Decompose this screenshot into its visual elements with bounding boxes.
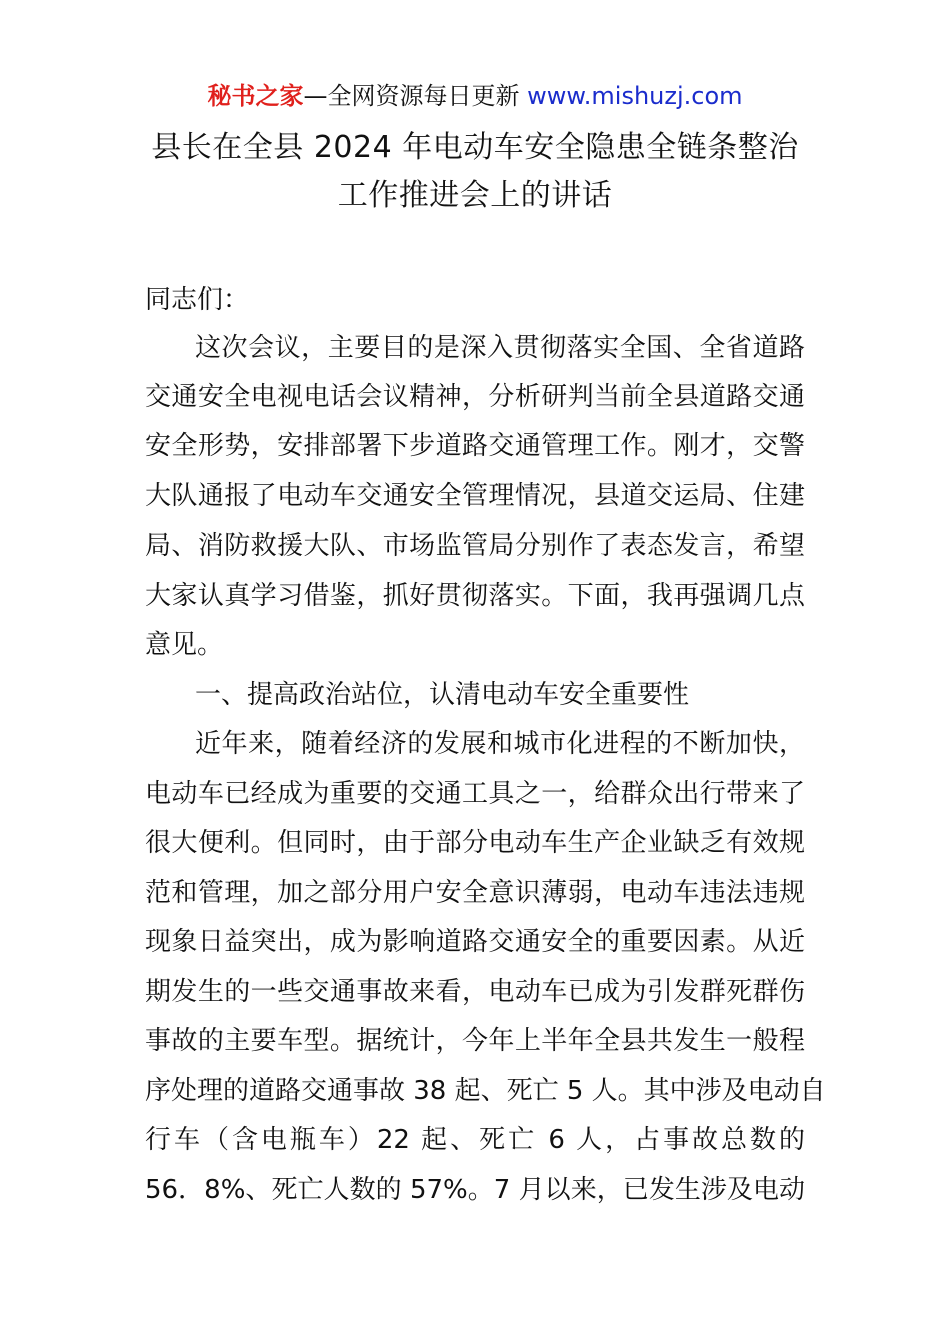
site-brand: 秘书之家	[207, 82, 304, 110]
paragraph-line: 局、消防救援大队、市场监管局分别作了表态发言，希望	[145, 531, 805, 561]
section-heading: 一、提高政治站位，认清电动车安全重要性	[195, 680, 690, 710]
paragraph-line: 电动车已经成为重要的交通工具之一，给群众出行带来了	[145, 779, 805, 809]
paragraph-line: 行车（含电瓶车）22 起、死亡 6 人，占事故总数的	[145, 1125, 805, 1155]
paragraph-line: 近年来，随着经济的发展和城市化进程的不断加快，	[195, 729, 805, 759]
paragraph-line: 现象日益突出，成为影响道路交通安全的重要因素。从近	[145, 927, 805, 957]
paragraph-line: 期发生的一些交通事故来看，电动车已成为引发群死群伤	[145, 977, 805, 1007]
paragraph-line: 这次会议，主要目的是深入贯彻落实全国、全省道路	[195, 333, 805, 363]
paragraph-line: 交通安全电视电话会议精神，分析研判当前全县道路交通	[145, 382, 805, 412]
paragraph-line: 大家认真学习借鉴，抓好贯彻落实。下面，我再强调几点	[145, 581, 805, 611]
paragraph-line: 事故的主要车型。据统计，今年上半年全县共发生一般程	[145, 1026, 805, 1056]
paragraph-line: 范和管理，加之部分用户安全意识薄弱，电动车违法违规	[145, 878, 805, 908]
site-tagline: —全网资源每日更新	[303, 82, 528, 110]
site-header	[0, 80, 950, 112]
paragraph-line: 意见。	[145, 630, 224, 660]
paragraph-line: 56．8%、死亡人数的 57%。7 月以来，已发生涉及电动	[145, 1175, 805, 1205]
paragraph-line: 序处理的道路交通事故 38 起、死亡 5 人。其中涉及电动自	[145, 1076, 826, 1106]
salutation: 同志们：	[145, 285, 250, 315]
paragraph-line: 安全形势，安排部署下步道路交通管理工作。刚才，交警	[145, 431, 805, 461]
site-url-link[interactable]: www.mishuzj.com	[527, 82, 743, 110]
document-title-line-1: 县长在全县 2024 年电动车安全隐患全链条整治	[151, 130, 799, 165]
paragraph-line: 很大便利。但同时，由于部分电动车生产企业缺乏有效规	[145, 828, 805, 858]
document-title-line-2: 工作推进会上的讲话	[337, 178, 613, 213]
paragraph-line: 大队通报了电动车交通安全管理情况，县道交运局、住建	[145, 481, 805, 511]
